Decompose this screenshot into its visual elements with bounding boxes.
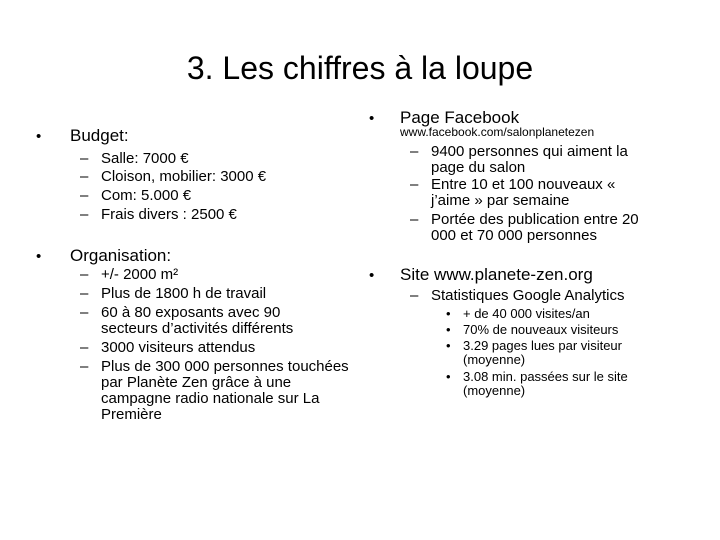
budget-item: Cloison, mobilier: 3000 € (101, 168, 267, 185)
dash-icon: – (410, 176, 419, 193)
site-stat-item: 3.08 min. passées sur le site (moyenne) (463, 369, 628, 398)
organisation-item: Plus de 300 000 personnes touchées par Planète Zen grâce à une campagne radio nationale sur La Première (101, 358, 349, 423)
site-heading: Site www.planete-zen.org (400, 265, 593, 284)
bullet-icon: • (36, 248, 42, 265)
organisation-item: 3000 visiteurs attendus (101, 339, 256, 356)
bullet-icon: • (446, 322, 451, 337)
organisation-item: 60 à 80 exposants avec 90 secteurs d’activités différents (101, 304, 294, 337)
site-stat-item: 3.29 pages lues par visiteur (moyenne) (463, 338, 622, 367)
bullet-icon: • (36, 128, 42, 145)
dash-icon: – (410, 143, 419, 160)
budget-item: Com: 5.000 € (101, 187, 192, 204)
organisation-heading: Organisation: (70, 246, 172, 265)
facebook-item: 9400 personnes qui aiment la page du salon (431, 143, 628, 176)
bullet-icon: • (446, 369, 451, 384)
dash-icon: – (80, 187, 89, 204)
site-sub-heading: Statistiques Google Analytics (431, 287, 625, 304)
site-stat-item: 70% de nouveaux visiteurs (463, 322, 619, 337)
budget-item: Salle: 7000 € (101, 150, 189, 167)
bullet-icon: • (369, 267, 375, 284)
dash-icon: – (80, 206, 89, 223)
budget-item: Frais divers : 2500 € (101, 206, 237, 223)
facebook-heading: Page Facebook (400, 108, 520, 127)
budget-heading: Budget: (70, 126, 129, 145)
facebook-item: Entre 10 et 100 nouveaux « j’aime » par semaine (431, 176, 616, 209)
bullet-icon: • (446, 306, 451, 321)
organisation-item: +/- 2000 m² (101, 266, 179, 283)
dash-icon: – (410, 287, 419, 304)
bullet-icon: • (446, 338, 451, 353)
dash-icon: – (410, 211, 419, 228)
dash-icon: – (80, 168, 89, 185)
dash-icon: – (80, 304, 89, 321)
dash-icon: – (80, 339, 89, 356)
facebook-link[interactable]: www.facebook.com/salonplanetezen (400, 125, 595, 139)
dash-icon: – (80, 285, 89, 302)
bullet-icon: • (369, 110, 375, 127)
organisation-item: Plus de 1800 h de travail (101, 285, 267, 302)
slide-title: 3. Les chiffres à la loupe (186, 50, 534, 86)
dash-icon: – (80, 150, 89, 167)
dash-icon: – (80, 358, 89, 375)
dash-icon: – (80, 266, 89, 283)
facebook-item: Portée des publication entre 20 000 et 70 000 personnes (431, 211, 639, 244)
site-stat-item: + de 40 000 visites/an (463, 306, 590, 321)
